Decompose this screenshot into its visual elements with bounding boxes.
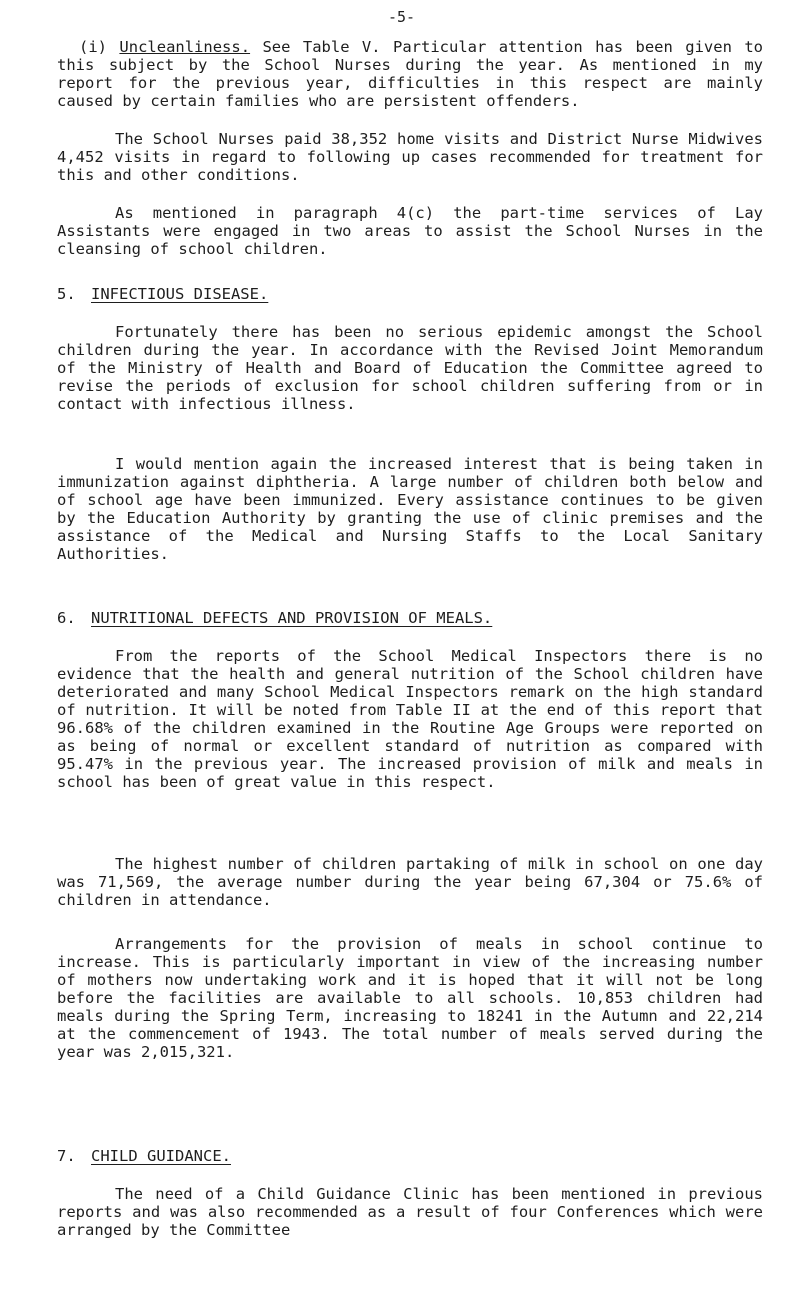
section-number: 5.	[57, 285, 76, 303]
item-title: Uncleanliness.	[119, 38, 251, 56]
section-title: CHILD GUIDANCE.	[91, 1147, 231, 1165]
paragraph-text: From the reports of the School Medical Inspectors there is no evidence that the health and general nutrition of the School children have deteriorated and many School Medical Inspectors remark on the high standard of nutrition. It will be noted from Table II at the end of this report that 96.68% of the children examined in the Routine Age Groups were reported on as being of normal or excellent standard of nutrition as compared with 95.47% in the previous year. The increased provision of milk and meals in school has been of great value in this respect.	[57, 647, 763, 791]
paragraph-text: The School Nurses paid 38,352 home visits and District Nurse Midwives 4,452 visits in regard to following up cases recommended for treatment for this and other conditions.	[57, 130, 763, 184]
page-number: -5-	[388, 8, 416, 26]
paragraph-nutrition-reports	[57, 647, 763, 791]
section-number: 6.	[57, 609, 76, 627]
paragraph-uncleanliness	[57, 38, 763, 110]
paragraph-milk	[57, 855, 763, 909]
paragraph-text: The need of a Child Guidance Clinic has been mentioned in previous reports and was also recommended as a result of four Conferences which were arranged by the Committee	[57, 1185, 763, 1239]
section-heading-infectious-disease	[57, 285, 268, 303]
paragraph-text: As mentioned in paragraph 4(c) the part-time services of Lay Assistants were engaged in two areas to assist the School Nurses in the cleansing of school children.	[57, 204, 763, 258]
paragraph-child-guidance	[57, 1185, 763, 1239]
paragraph-lay-assistants	[57, 204, 763, 258]
paragraph-meals	[57, 935, 763, 1061]
section-title: INFECTIOUS DISEASE.	[91, 285, 269, 303]
item-number: (i)	[79, 38, 107, 56]
paragraph-text: Arrangements for the provision of meals in school continue to increase. This is particularly important in view of the increasing number of mothers now undertaking work and it is hoped that it will not be long before the facilities are available to all schools. 10,853 children had meals during the Spring Term, increasing to 18241 in the Autumn and 22,214 at the commencement of 1943. The total number of meals served during the year was 2,015,321.	[57, 935, 763, 1061]
section-heading-nutritional-defects	[57, 609, 492, 627]
paragraph-text: The highest number of children partaking of milk in school on one day was 71,569, the average number during the year being 67,304 or 75.6% of children in attendance.	[57, 855, 763, 909]
paragraph-text: Fortunately there has been no serious epidemic amongst the School children during the year. In accordance with the Revised Joint Memorandum of the Ministry of Health and Board of Education the Committee agreed to revise the periods of exclusion for school children suffering from or in contact with infectious illness.	[57, 323, 763, 413]
section-number: 7.	[57, 1147, 76, 1165]
section-heading-child-guidance	[57, 1147, 231, 1165]
paragraph-epidemic	[57, 323, 763, 413]
section-title: NUTRITIONAL DEFECTS AND PROVISION OF MEALS.	[91, 609, 493, 627]
paragraph-text: See Table V. Particular attention has been given to this subject by the School Nurses during the year. As mentioned in my report for the previous year, difficulties in this respect are mainly caused by certain families who are persistent offenders.	[57, 38, 763, 110]
paragraph-home-visits	[57, 130, 763, 184]
paragraph-immunization	[57, 455, 763, 563]
paragraph-text: I would mention again the increased interest that is being taken in immunization against diphtheria. A large number of children both below and of school age have been immunized. Every assistance continues to be given by the Education Authority by granting the use of clinic premises and the assistance of the Medical and Nursing Staffs to the Local Sanitary Authorities.	[57, 455, 763, 563]
